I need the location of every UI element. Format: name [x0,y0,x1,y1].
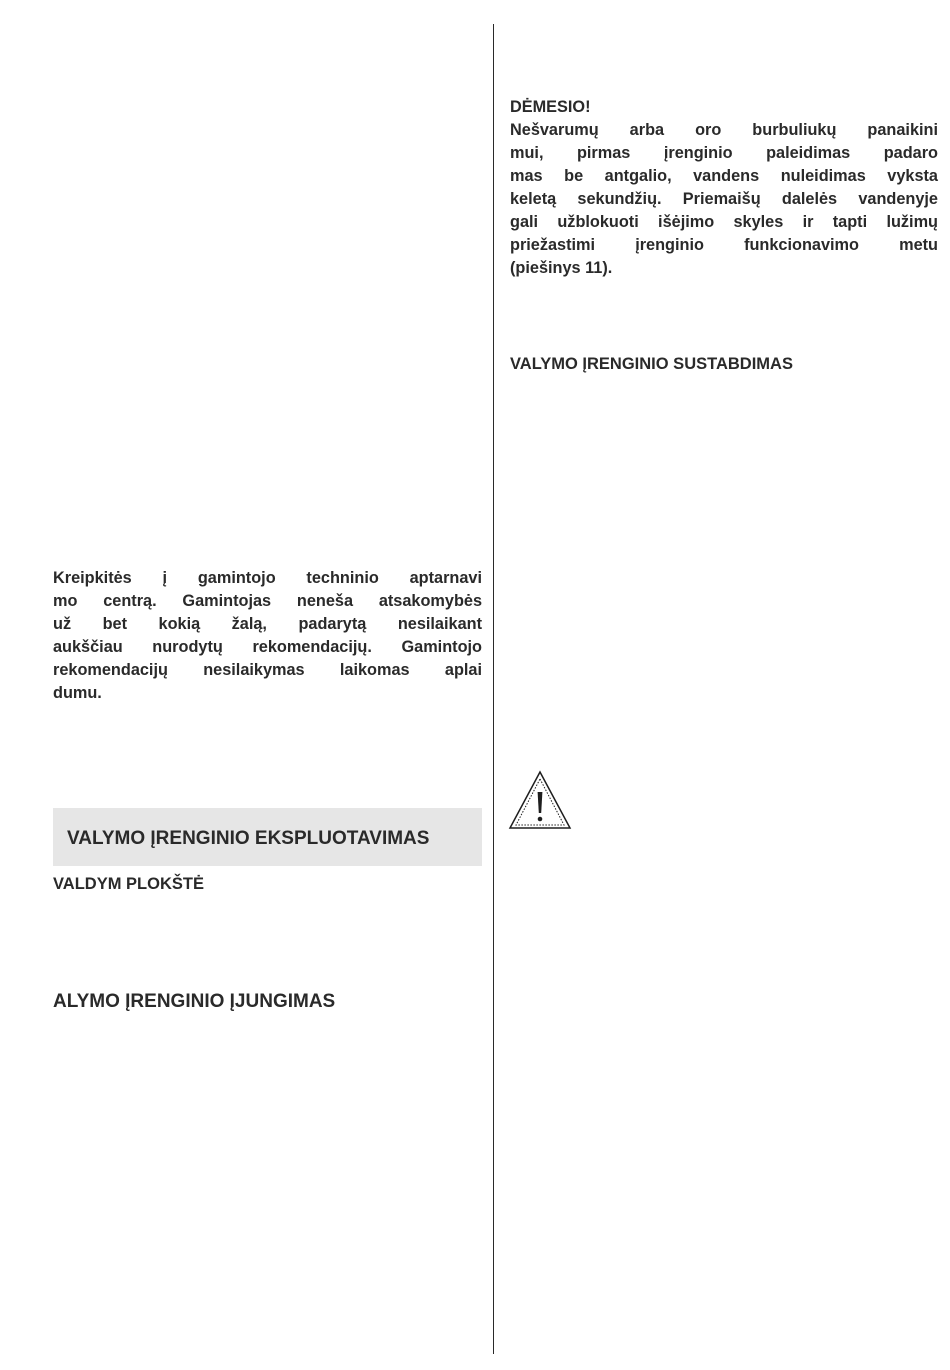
service-line: mo centrą. Gamintojas neneša atsakomybės [53,592,482,610]
attention-label: DĖMESIO! [510,98,591,116]
service-line: dumu. [53,684,102,702]
service-line: aukščiau nurodytų rekomendacijų. Gamintojo [53,638,482,656]
attention-line: gali užblokuoti išėjimo skyles ir tapti lužimų [510,213,938,231]
attention-line: Nešvarumų arba oro burbuliukų panaikini [510,121,938,139]
warning-triangle-icon [508,770,572,830]
section-heading-bar [53,808,482,866]
section-heading: VALYMO ĮRENGINIO EKSPLUOTAVIMAS [67,828,430,849]
attention-line: mas be antgalio, vandens nuleidimas vyksta [510,167,938,185]
attention-line: priežastimi įrenginio funkcionavimo metu [510,236,938,254]
service-line: Kreipkitės į gamintojo techninio aptarnavi [53,569,482,587]
service-line: rekomendacijų nesilaikymas laikomas aplai [53,661,482,679]
attention-notice [510,96,938,280]
control-panel-heading: VALDYM PLOKŠTĖ [53,875,204,893]
service-notice [53,567,482,705]
column-divider [493,24,494,1354]
start-device-heading: ALYMO ĮRENGINIO ĮJUNGIMAS [53,991,336,1012]
stop-device-heading: VALYMO ĮRENGINIO SUSTABDIMAS [510,355,793,373]
attention-line: mui, pirmas įrenginio paleidimas padaro [510,144,938,162]
service-line: už bet kokią žalą, padarytą nesilaikant [53,615,482,633]
attention-line: (piešinys 11). [510,259,613,277]
attention-line: keletą sekundžių. Priemaišų dalelės vandenyje [510,190,938,208]
